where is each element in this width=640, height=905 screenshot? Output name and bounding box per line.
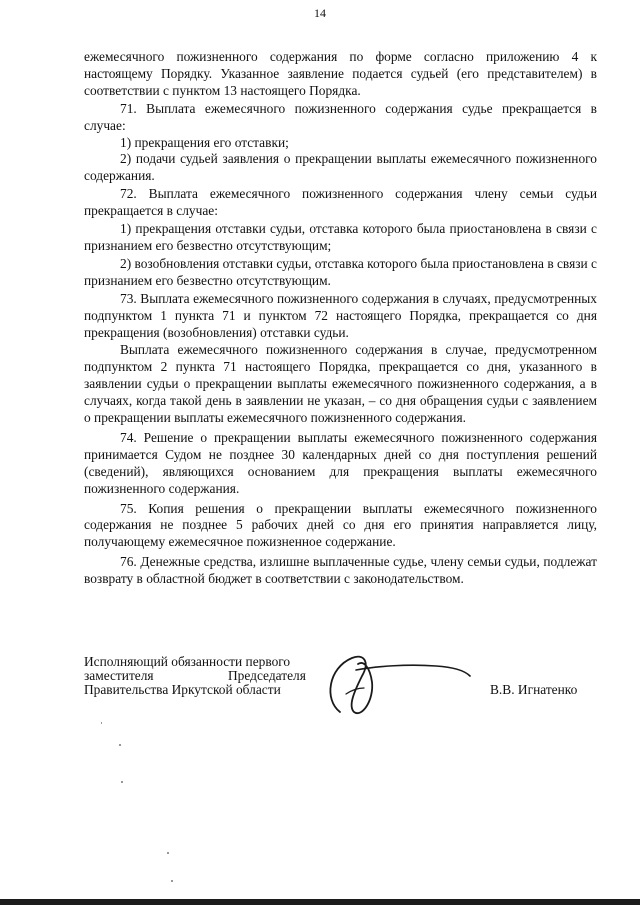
paragraph-72: 72. Выплата ежемесячного пожизненного содержания члену семьи судьи прекращается в случае: bbox=[84, 186, 597, 219]
scan-speck bbox=[121, 781, 123, 783]
signatory-title-word: заместителя bbox=[84, 668, 154, 683]
signatory-title-line-2 bbox=[84, 669, 306, 683]
paragraph-72-item-2: 2) возобновления отставки судьи, отставка которого была приостановлена в связи с признанием его безвестно отсутствующим. bbox=[84, 255, 597, 288]
document-body bbox=[84, 49, 597, 588]
signatory-title-word: Председателя bbox=[228, 668, 306, 683]
paragraph-76: 76. Денежные средства, излишне выплаченные судье, члену семьи судьи, подлежат возврату в областной бюджет в соответствии с законодательством. bbox=[84, 554, 597, 587]
paragraph-73-continued: Выплата ежемесячного пожизненного содержания в случае, предусмотренном подпунктом 2 пункта 71 настоящего Порядка, прекращается со дня, указанного в заявлении судьи о прекращении выплаты ежемесячного пожизненного содержания, а в случаях, когда такой день в заявлении не указан, – со дня обращения судьи с заявлением о прекращении выплаты ежемесячного пожизненного содержания. bbox=[84, 342, 597, 426]
signatory-title-line-3: Правительства Иркутской области bbox=[84, 682, 281, 697]
paragraph-72-item-1: 1) прекращения отставки судьи, отставка которого была приостановлена в связи с признанием его безвестно отсутствующим; bbox=[84, 221, 597, 253]
paragraph-71-item-2: 2) подачи судьей заявления о прекращении выплаты ежемесячного пожизненного содержания. bbox=[84, 151, 597, 184]
paragraph-71: 71. Выплата ежемесячного пожизненного содержания судье прекращается в случае: bbox=[84, 100, 597, 133]
scan-speck bbox=[101, 722, 102, 724]
paragraph-75: 75. Копия решения о прекращении выплаты ежемесячного пожизненного содержания не позднее 5 рабочих дней со дня его принятия направляется лицу, получающему ежемесячное пожизненное содержание. bbox=[84, 500, 597, 550]
paragraph-74: 74. Решение о прекращении выплаты ежемесячного пожизненного содержания принимается Судом не позднее 30 календарных дней со дня поступления решений (сведений), являющихся основанием для прекращения выплаты ежемесячного пожизненного содержания. bbox=[84, 429, 597, 496]
scan-speck bbox=[119, 744, 121, 746]
paragraph-continuation: ежемесячного пожизненного содержания по форме согласно приложению 4 к настоящему Порядку. Указанное заявление подается судьей (его представителем) в соответствии с пунктом 13 настоящего Порядка. bbox=[84, 49, 597, 98]
paragraph-71-item-1: 1) прекращения его отставки; bbox=[120, 134, 289, 150]
scan-speck bbox=[167, 852, 169, 854]
handwritten-signature bbox=[318, 650, 488, 720]
paragraph-73: 73. Выплата ежемесячного пожизненного содержания в случаях, предусмотренных подпунктом 1 пункта 71 и пунктом 72 настоящего Порядка, прекращается со дня прекращения (возобновления) отставки судьи. bbox=[84, 290, 597, 340]
scan-speck bbox=[171, 880, 173, 882]
page-number: 14 bbox=[314, 6, 326, 20]
scan-edge bbox=[0, 899, 640, 905]
signatory-title-line-1: Исполняющий обязанности первого bbox=[84, 654, 291, 669]
signatory-name: В.В. Игнатенко bbox=[490, 682, 578, 697]
